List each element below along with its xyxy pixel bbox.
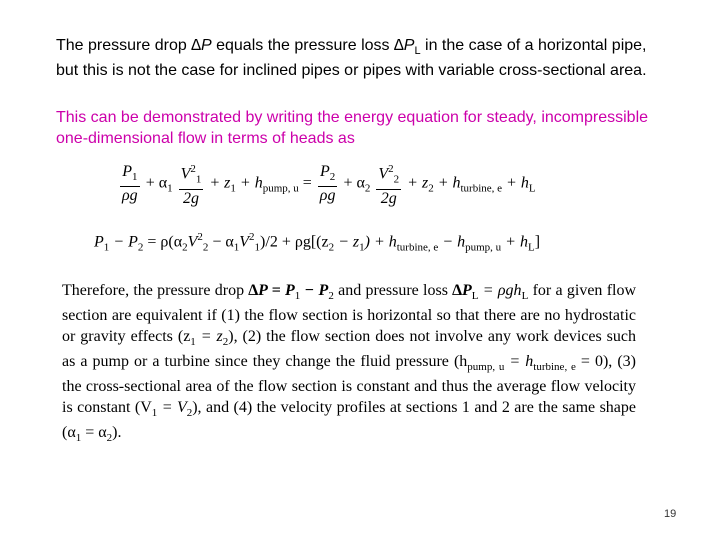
pressure-drop-symbol: ∆P [191, 37, 212, 54]
eq2-minus-a1: − α [208, 233, 234, 251]
eq2-minus: − P [109, 233, 138, 251]
eq2-div2: )/2 + ρg[(z [260, 233, 329, 251]
eq1-hturb-sub: turbine, e [460, 182, 503, 195]
therefore-d-eq: = h [504, 352, 534, 370]
eq2-hpump-sub: pump, u [465, 241, 502, 254]
eq2-sub-a2: 2 [182, 241, 188, 254]
therefore-c-sub1: 1 [190, 335, 196, 348]
eq2-plus-hturb: ) + h [364, 233, 397, 251]
therefore-g: ). [112, 423, 122, 441]
eq1-plus-hturb: + h [433, 174, 461, 192]
therefore-dpl-eq: = ρgh [478, 282, 522, 299]
therefore-e: = 0), (3) the cross-sectional area of the flow section is constant and thus the average flow velocity is constant (V [62, 352, 637, 416]
eq1-v1-sup: 2 [190, 163, 196, 175]
pressure-difference-equation [94, 231, 540, 254]
eq1-p2-sub: 2 [329, 170, 336, 183]
pressure-loss-definition: ∆P [452, 282, 472, 299]
therefore-c: for a given flow section are equivalent if (1) the flow section is horizontal so that there are no hydrostatic or gravity effects (z [62, 282, 637, 345]
eq2-z2-sub: 2 [328, 241, 335, 254]
pressure-drop-definition: ∆P = P [248, 282, 295, 299]
therefore-e-eq: = V [157, 398, 187, 416]
therefore-c-eq: = z [195, 327, 223, 345]
eq2-z1-sub: 1 [359, 241, 365, 254]
therefore-d: ), (2) the flow section does not involve any work devices such as a pump or a turbine since they change the fluid pressure (h [62, 327, 636, 370]
eq1-p1: P [122, 162, 132, 180]
intro-text-3: in the case of a horizontal pipe, but this is not the case for inclined pipes or pipes with variable cross-sectional area. [56, 37, 647, 80]
eq1-v1: V [180, 165, 191, 183]
eq2-hturb-sub: turbine, e [396, 241, 439, 254]
eq2-hl-sub: L [527, 241, 535, 254]
fraction-v1-2g [179, 160, 204, 208]
eq1-z1-sub: 1 [230, 182, 236, 195]
pressure-loss-symbol: ∆P [393, 37, 415, 54]
eq1-v1-sub: 1 [195, 173, 202, 186]
eq2-eq-rho: = ρ(α [143, 233, 183, 251]
eq2-close: ] [534, 233, 541, 251]
therefore-dp-minus: − P [300, 282, 329, 299]
therefore-c-sub2: 2 [222, 335, 229, 348]
eq1-p1-sub: 1 [131, 170, 138, 183]
eq2-lhs-sub2: 2 [137, 241, 144, 254]
eq1-plus-a1: + α [141, 174, 168, 192]
therefore-paragraph [62, 281, 636, 448]
eq1-v2: V [378, 165, 389, 183]
therefore-e-sub1: 1 [151, 406, 158, 419]
eq1-v2-sub: 2 [393, 173, 400, 186]
eq2-minus-hpump: − h [438, 233, 466, 251]
eq1-plus-hpump: + h [235, 174, 263, 192]
therefore-a: Therefore, the pressure drop [62, 282, 249, 299]
therefore-d-sub2: turbine, e [533, 361, 576, 374]
fraction-p1-rhog [120, 163, 140, 205]
eq1-hl-sub: L [528, 182, 536, 195]
eq2-v1: V [239, 233, 250, 251]
therefore-f-sub2: 2 [106, 432, 113, 445]
eq1-plus-a2: + α [339, 174, 365, 192]
page-number: 19 [664, 508, 677, 520]
eq2-sub-a1: 1 [233, 241, 240, 254]
fraction-p2-rhog [318, 163, 338, 205]
eq2-v1-sup: 2 [249, 231, 255, 243]
eq2-lhs: P [94, 233, 104, 251]
pressure-loss-subscript: L [414, 45, 421, 58]
eq1-den2: 2g [182, 189, 199, 207]
eq2-lhs-sub1: 1 [103, 241, 110, 254]
therefore-b: and pressure loss [333, 282, 453, 299]
fraction-v2-2g [376, 160, 401, 208]
eq2-v2-sup: 2 [197, 231, 203, 243]
therefore-dp-sub2: 2 [328, 290, 334, 303]
intro-paragraph [56, 36, 656, 81]
therefore-d-sub1: pump, u [467, 361, 505, 374]
eq1-z2-sub: 2 [428, 182, 434, 195]
eq1-v2-sup: 2 [388, 163, 394, 175]
eq1-den4: 2g [380, 189, 397, 207]
eq1-p2: P [320, 162, 330, 180]
eq2-v1-sub: 1 [254, 241, 261, 254]
eq1-plus-z1: + z [205, 174, 231, 192]
therefore-dpl-sub: L [471, 290, 479, 303]
eq2-minus-z1: − z [334, 233, 360, 251]
energy-equation [118, 160, 536, 208]
therefore-e-sub2: 2 [186, 406, 193, 419]
therefore-dpl-eq-sub: L [521, 290, 529, 303]
therefore-f-eq: = α [81, 423, 107, 441]
eq2-v2-sub: 2 [202, 241, 209, 254]
eq2-v2: V [187, 233, 198, 251]
demonstration-paragraph: This can be demonstrated by writing the energy equation for steady, incompressible one-dimensional flow in terms of heads as [56, 109, 649, 147]
eq1-a1-sub: 1 [167, 182, 173, 195]
intro-text-2: equals the pressure loss [211, 37, 394, 54]
eq2-plus-hl: + h [501, 233, 528, 251]
eq1-plus-z2: + z [403, 174, 429, 192]
intro-text-1: The pressure drop [56, 37, 192, 54]
eq1-a2-sub: 2 [364, 182, 371, 195]
eq1-den3: ρg [319, 186, 336, 204]
eq1-hpump-sub: pump, u [262, 182, 299, 195]
eq1-den1: ρg [122, 186, 138, 204]
therefore-f-sub1: 1 [75, 432, 82, 445]
therefore-f: ), and (4) the velocity profiles at sections 1 and 2 are the same shape (α [62, 398, 637, 441]
eq1-plus-hl: + h [502, 174, 529, 192]
eq1-equals: = [298, 174, 316, 192]
therefore-dp-sub1: 1 [294, 290, 301, 303]
